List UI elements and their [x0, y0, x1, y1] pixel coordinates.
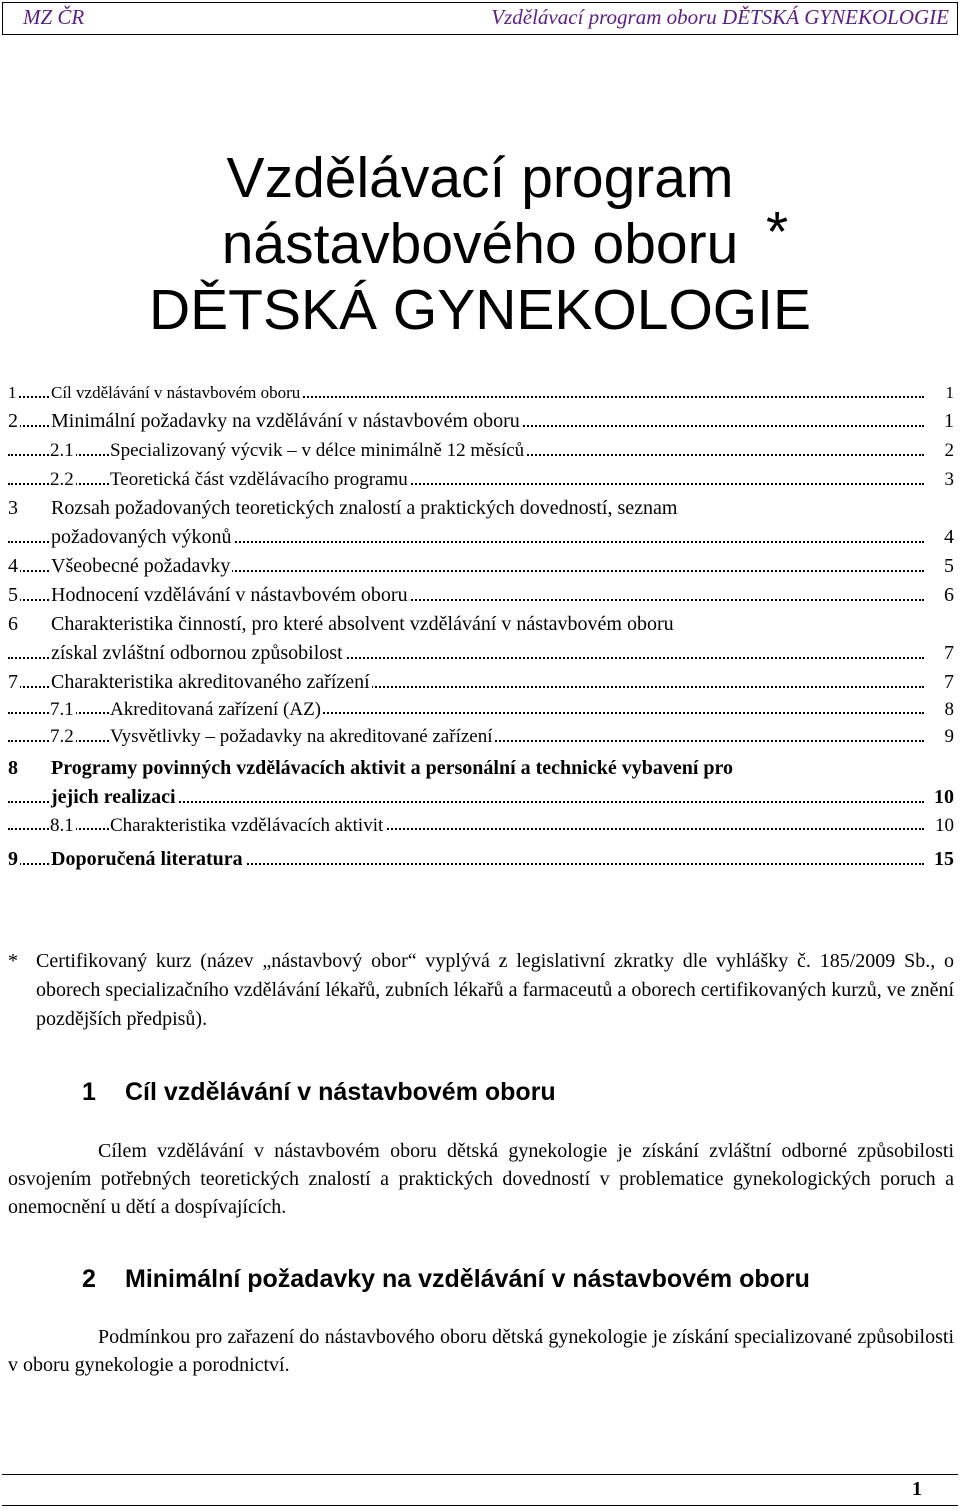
toc-item-continued[interactable] — [8, 639, 954, 668]
toc-num: 2.2 — [50, 465, 76, 494]
section-number: 1 — [82, 1078, 96, 1106]
toc-page: 15 — [932, 845, 954, 874]
toc-text: Akreditovaná zařízení (AZ) — [110, 697, 323, 723]
toc-num: 7 — [8, 668, 20, 697]
toc-num: 8.1 — [50, 812, 76, 839]
section-number: 2 — [82, 1265, 96, 1293]
section-title: Cíl vzdělávání v nástavbovém oboru — [125, 1078, 556, 1106]
toc-item[interactable] — [8, 494, 954, 523]
toc-item[interactable] — [8, 378, 954, 407]
toc-item[interactable] — [8, 581, 954, 610]
toc-item[interactable] — [8, 552, 954, 581]
title-line-1: Vzdělávací program — [226, 146, 734, 210]
toc-page: 4 — [942, 523, 954, 552]
toc-text: Charakteristika vzdělávacích aktivit — [110, 812, 385, 839]
toc-page: 1 — [942, 407, 954, 436]
toc-item[interactable] — [8, 845, 954, 874]
section-1-paragraph: Cílem vzdělávání v nástavbovém oboru dětská gynekologie je získání zvláštní odborné způsobilosti osvojením potřebných teoretických znalostí a praktických dovedností v problematice gynekologických poruch a onemocnění u dětí a dospívajících. — [8, 1140, 954, 1218]
toc-num: 7.2 — [50, 723, 76, 751]
toc-item[interactable] — [8, 436, 954, 465]
section-title: Minimální požadavky na vzdělávání v nástavbovém oboru — [125, 1265, 810, 1293]
toc-item-continued[interactable] — [8, 523, 954, 552]
toc-text: Doporučená literatura — [51, 845, 245, 874]
toc-num: 2 — [8, 407, 20, 436]
toc-text: získal zvláštní odbornou způsobilost — [51, 639, 345, 668]
header-right: Vzdělávací program oboru DĚTSKÁ GYNEKOLOGIE — [491, 5, 949, 29]
toc-item[interactable] — [8, 668, 954, 697]
title-asterisk: * — [766, 200, 789, 264]
title-line-2: nástavbového oboru — [221, 212, 739, 276]
toc-page: 3 — [943, 465, 955, 494]
toc-num: 9 — [8, 845, 20, 874]
toc-page: 6 — [942, 581, 954, 610]
toc-text: Cíl vzdělávání v nástavbovém oboru — [51, 378, 302, 407]
toc-page: 7 — [942, 668, 954, 697]
toc-num: 6 — [8, 610, 20, 639]
toc-text: požadovaných výkonů — [51, 523, 234, 552]
toc-item[interactable] — [8, 407, 954, 436]
toc-item[interactable] — [8, 812, 954, 839]
toc-num: 4 — [8, 552, 20, 581]
toc-text: jejich realizaci — [51, 783, 178, 812]
footnote-asterisk: * — [8, 950, 18, 972]
toc-text: Programy povinných vzdělávacích aktivit a personální a technické vybavení pro — [51, 754, 735, 783]
section-heading-1 — [82, 1078, 556, 1107]
toc-text: Vysvětlivky – požadavky na akreditované zařízení — [110, 723, 495, 751]
toc-num: 3 — [8, 494, 20, 523]
toc-item-continued[interactable] — [8, 783, 954, 812]
page-footer — [2, 1474, 958, 1506]
page-header — [2, 2, 958, 35]
section-2-paragraph: Podmínkou pro zařazení do nástavbového oboru dětská gynekologie je získání specializované způsobilosti v oboru gynekologie a porodnictví. — [8, 1326, 954, 1376]
toc-page: 8 — [943, 697, 955, 723]
toc-num: 2.1 — [50, 436, 76, 465]
toc-page: 10 — [932, 783, 954, 812]
toc-item[interactable] — [8, 610, 954, 639]
toc-page: 2 — [943, 436, 955, 465]
header-left: MZ ČR — [23, 5, 85, 29]
toc-text: Charakteristika činností, pro které absolvent vzdělávání v nástavbovém oboru — [51, 610, 676, 639]
toc-text: Rozsah požadovaných teoretických znalostí a praktických dovedností, seznam — [51, 494, 679, 523]
toc-item[interactable] — [8, 723, 954, 751]
toc-num: 1 — [8, 378, 19, 407]
toc-page: 1 — [944, 378, 955, 407]
toc-page: 10 — [933, 812, 954, 839]
title-line-3: DĚTSKÁ GYNEKOLOGIE — [148, 278, 811, 342]
toc-num: 8 — [8, 754, 20, 783]
toc-item[interactable] — [8, 465, 954, 494]
toc-text: Charakteristika akreditovaného zařízení — [51, 668, 372, 697]
toc-text: Specializovaný výcvik – v délce minimálně 12 měsíců — [110, 436, 526, 465]
toc-text: Hodnocení vzdělávání v nástavbovém oboru — [51, 581, 410, 610]
footnote-text: Certifikovaný kurz (název „nástavbový obor“ vyplývá z legislativní zkratky dle vyhlášky č. 185/2009 Sb., o oborech specializačního vzdělávání lékařů, zubních lékařů a farmaceutů a oborech certifikovaných kurzů, ve znění pozdějších předpisů). — [36, 950, 954, 1030]
toc-page: 7 — [942, 639, 954, 668]
toc-text: Všeobecné požadavky — [51, 552, 232, 581]
toc-page: 9 — [943, 723, 955, 751]
toc-item[interactable] — [8, 697, 954, 723]
toc-item[interactable] — [8, 754, 954, 783]
toc-num: 5 — [8, 581, 20, 610]
toc-num: 7.1 — [50, 697, 76, 723]
document-title — [0, 146, 960, 342]
toc-page: 5 — [942, 552, 954, 581]
table-of-contents — [8, 378, 954, 874]
toc-text: Teoretická část vzdělávacího programu — [110, 465, 410, 494]
section-heading-2 — [82, 1265, 810, 1294]
footnote — [8, 947, 954, 1034]
toc-text: Minimální požadavky na vzdělávání v nástavbovém oboru — [51, 407, 522, 436]
page-number: 1 — [912, 1478, 922, 1500]
